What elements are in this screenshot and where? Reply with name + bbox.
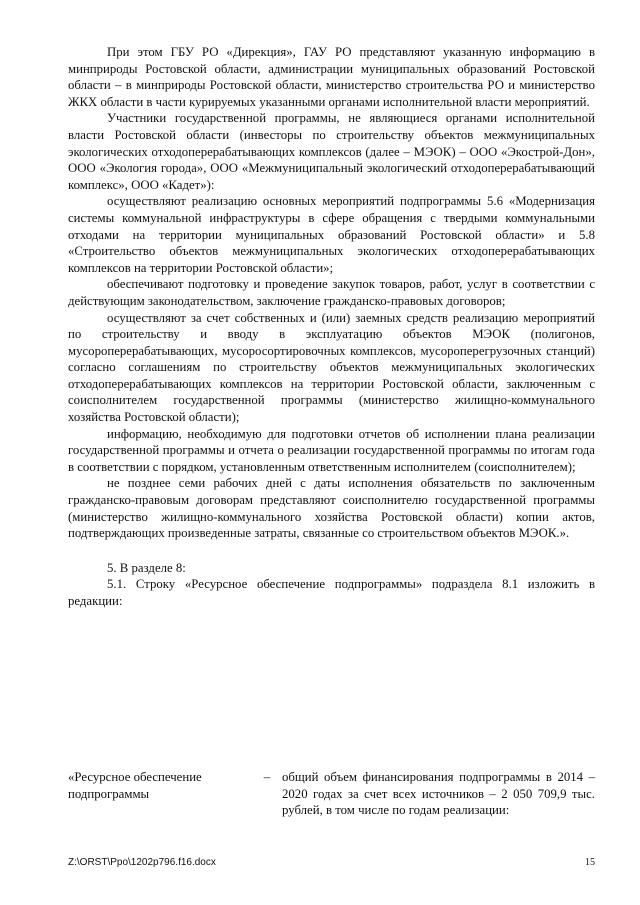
paragraph-4: обеспечивают подготовку и проведение закупок товаров, работ, услуг в соответствии с действующим законодательством, заключение гражданско-правовых договоров;: [68, 277, 595, 308]
paragraph-7: не позднее семи рабочих дней с даты исполнения обязательств по заключенным гражданско-правовым договорам представляют соисполнителю государственной программы (министерство жилищно-коммунального хозяйства Ростовской области) копии актов, подтверждающих произведенные затраты, связанные со строительством объектов МЭОК.».: [68, 476, 595, 541]
table-row: [68, 769, 595, 819]
paragraph-9: 5.1. Строку «Ресурсное обеспечение подпрограммы» подраздела 8.1 изложить в редакции:: [68, 577, 595, 608]
paragraph-3: осуществляют реализацию основных мероприятий подпрограммы 5.6 «Модернизация системы коммунальной инфраструктуры в сфере обращения с твердыми коммунальными отходами на территории муниципальных образований Ростовской области» и 5.8 «Строительство объектов межмуниципальных экологических отходоперерабатывающих комплексов на территории Ростовской области»;: [68, 194, 595, 275]
paragraph-5: осуществляют за счет собственных и (или) заемных средств реализацию мероприятий по строительству и вводу в эксплуатацию объектов МЭОК (полигонов, мусороперерабатывающих, мусоросортировочных комплексов, мусороперегрузочных станций) согласно соглашениям по строительству объектов межмуниципальных экологических отходоперерабатывающих комплексов на территории Ростовской области, заключенным с соисполнителем государственной программы (министерство жилищно-коммунального хозяйства Ростовской области);: [68, 310, 595, 425]
section-heading: 5. В разделе 8:: [107, 560, 186, 575]
table-cell-value: общий объем финансирования подпрограммы в 2014 – 2020 годах за счет всех источников – 2 050 709,9 тыс. рублей, в том числе по годам реализации:: [282, 770, 595, 818]
table-cell-dash: –: [263, 770, 271, 784]
document-body: [68, 44, 595, 610]
footer-page-number: 15: [585, 857, 595, 868]
paragraph-6: информацию, необходимую для подготовки отчетов об исполнении плана реализации государственной программы и отчета о реализации государственной программы по итогам года в соответствии с порядком, установленным ответственным исполнителем (соисполнителем);: [68, 426, 595, 474]
paragraph-1: При этом ГБУ РО «Дирекция», ГАУ РО представляют указанную информацию в минприроды Ростовской области, администрации муниципальных образований Ростовской области – в минприроды Ростовской области, министерство строительства РО и министерство ЖКХ области в части курируемых указанными органами исполнительной власти мероприятий.: [68, 45, 595, 109]
table-cell-label: «Ресурсное обеспечение подпрограммы: [68, 770, 202, 801]
paragraph-2: Участники государственной программы, не являющиеся органами исполнительной власти Ростовской области (инвесторы по строительству объектов межмуниципальных экологических отходоперерабатывающих комплексов (далее – МЭОК) – ООО «Экострой-Дон», ООО «Экология города», ООО «Межмуниципальный экологический отходоперерабатывающий комплекс», ООО «Кадет»):: [68, 111, 595, 192]
resource-table: [68, 769, 595, 819]
footer-file-path: Z:\ORST\Ppo\1202p796.f16.docx: [68, 857, 216, 868]
